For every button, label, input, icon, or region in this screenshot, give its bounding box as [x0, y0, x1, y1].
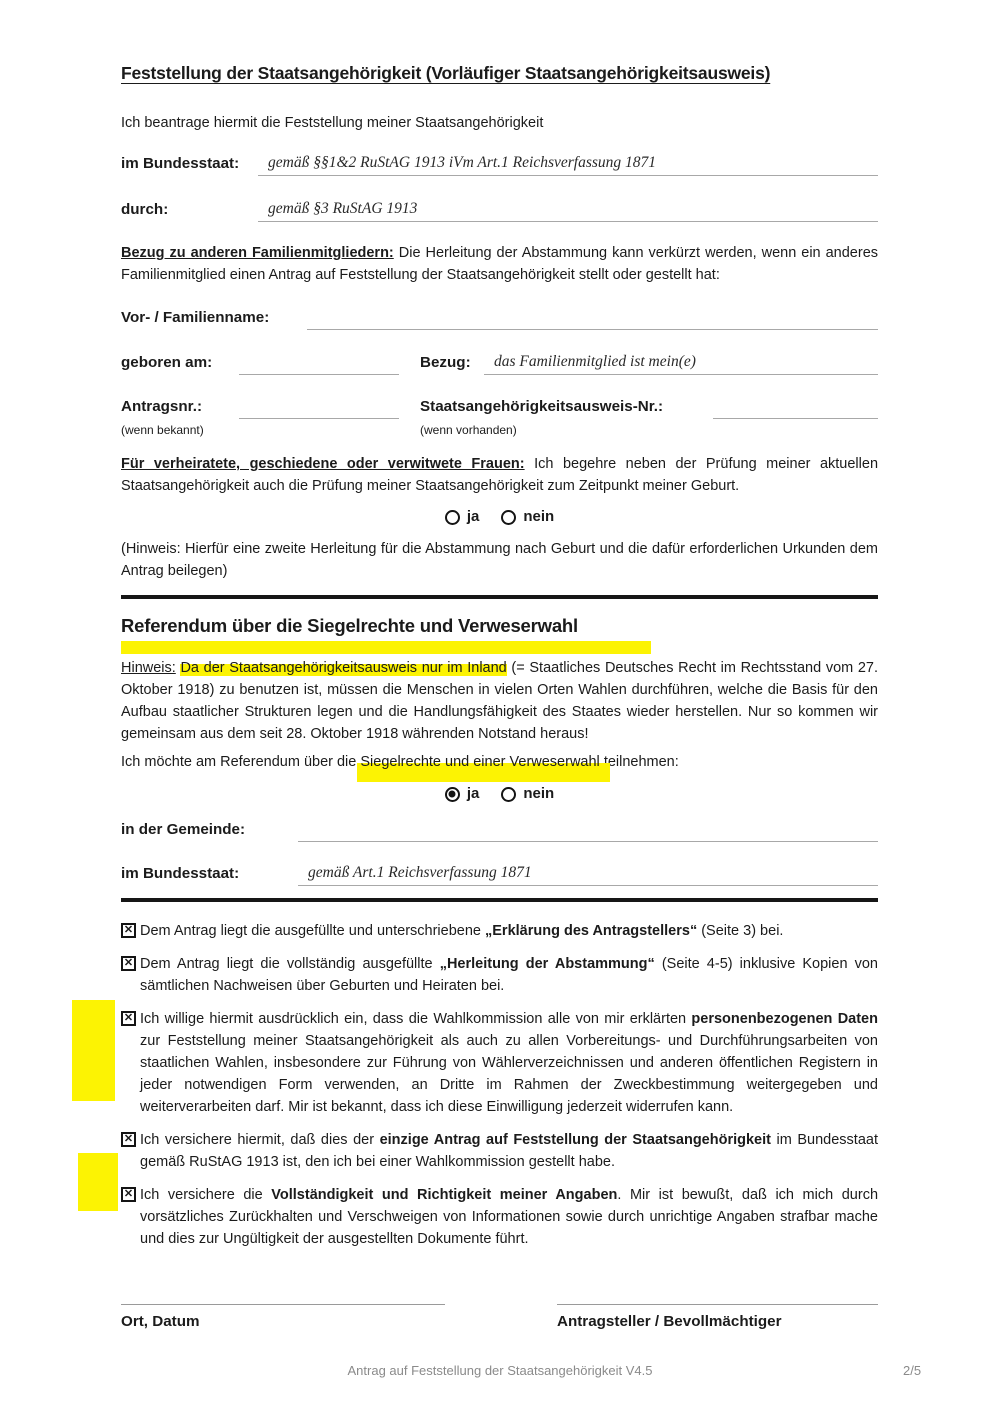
- participate-post: teilnehmen:: [603, 754, 679, 770]
- radio-unchecked-icon[interactable]: [501, 510, 516, 525]
- referendum-note-highlight: Da der Staatsangehörigkeitsausweis nur im Inland: [180, 660, 507, 676]
- ja-label: ja: [466, 508, 480, 525]
- participate-line: [121, 751, 878, 773]
- item-text: Dem Antrag liegt die ausgefüllte und unterschriebene: [140, 923, 485, 939]
- referendum-note-rest: (= Staatliches Deutsches Recht im Rechtsstand vom 27. Oktober 1918) zu benutzen ist, müssen die Menschen in vielen Orten Wahlen durchführen, welche die Basis für den Aufbau staatlicher Strukturen legen und die Handlungsfähigkeit des Staates wieder herstellen. Nur so kommen wir gemeinsam aus dem seit 28. Oktober 1918 währenden Notstand heraus!: [121, 660, 879, 742]
- antragsnr-field[interactable]: [239, 395, 399, 419]
- application-intro: Ich beantrage hiermit die Feststellung meiner Staatsangehörigkeit: [121, 115, 544, 131]
- antragsteller-label: Antragsteller / Bevollmächtiger: [557, 1313, 782, 1330]
- radio-checked-icon[interactable]: [445, 787, 460, 802]
- item-text: Ich versichere die: [140, 1187, 272, 1203]
- checklist-item: [121, 953, 878, 997]
- referendum-bundesstaat-label: im Bundesstaat:: [121, 865, 240, 882]
- ausweisnr-hint: (wenn vorhanden): [420, 423, 517, 437]
- durch-label: durch:: [121, 201, 169, 218]
- item-text: . Mir ist bewußt, daß ich mich durch vorsätzliches Zurückhalten und Verschweigen von Informationen sowie durch unrichtige Angaben strafbar mache und dies zur Ungültigkeit der ausgestellten Dokumente führt.: [140, 1187, 879, 1247]
- bezug-value: das Familienmitglied ist mein(e): [494, 353, 696, 370]
- born-field[interactable]: [239, 351, 399, 375]
- birth-check-nein-option[interactable]: [501, 506, 554, 528]
- family-reference-text: Die Herleitung der Abstammung kann verkürzt werden, wenn ein anderes Familienmitglied einen Antrag auf Feststellung der Staatsangehörigkeit stellt oder gestellt hat:: [121, 245, 879, 283]
- checklist-item: [121, 920, 878, 942]
- ausweisnr-field[interactable]: [713, 395, 878, 419]
- women-section-text: Ich begehre neben der Prüfung meiner aktuellen Staatsangehörigkeit auch die Prüfung meiner Staatsangehörigkeit zum Zeitpunkt meiner Geburt.: [121, 456, 879, 494]
- name-label: Vor- / Familienname:: [121, 309, 270, 326]
- section-divider: [121, 898, 878, 902]
- birth-check-radio-group: [121, 506, 878, 528]
- family-reference-note: [121, 242, 878, 286]
- born-label: geboren am:: [121, 354, 213, 371]
- checklist-item: [121, 1008, 878, 1118]
- ja-label: ja: [466, 785, 480, 802]
- bezug-field[interactable]: [484, 351, 878, 375]
- margin-highlight: [78, 1153, 118, 1211]
- signature-right: [557, 1304, 878, 1333]
- referendum-bundesstaat-value: gemäß Art.1 Reichsverfassung 1871: [308, 864, 532, 881]
- radio-unchecked-icon[interactable]: [445, 510, 460, 525]
- bundesstaat-value: gemäß §§1&2 RuStAG 1913 iVm Art.1 Reichsverfassung 1871: [268, 154, 657, 171]
- checklist-item: [121, 1129, 878, 1173]
- referendum-bundesstaat-row: [121, 860, 878, 886]
- birth-check-ja-option[interactable]: [445, 506, 480, 528]
- antragsnr-label: Antragsnr.:: [121, 398, 203, 415]
- ort-datum-label: Ort, Datum: [121, 1313, 200, 1330]
- item-text: (Seite 4-5) inklusive Kopien von sämtlichen Nachweisen über Geburten und Heiraten bei.: [140, 956, 878, 994]
- women-section-lead: Für verheiratete, geschiedene oder verwitwete Frauen:: [121, 456, 525, 472]
- referendum-radio-group: [121, 783, 878, 805]
- gemeinde-field[interactable]: [298, 818, 878, 842]
- checked-checkbox-icon[interactable]: ✕: [121, 923, 136, 938]
- signature-left: [121, 1304, 445, 1333]
- checked-checkbox-icon[interactable]: ✕: [121, 1187, 136, 1202]
- page-title: Feststellung der Staatsangehörigkeit (Vorläufiger Staatsangehörigkeitsausweis): [121, 63, 771, 83]
- referendum-nein-option[interactable]: [501, 783, 554, 805]
- footer-document-title: Antrag auf Feststellung der Staatsangehörigkeit V4.5: [347, 1363, 653, 1378]
- item-text-bold: „Herleitung der Abstammung“: [439, 956, 655, 972]
- signature-line[interactable]: [557, 1304, 878, 1305]
- item-text: im Bundesstaat gemäß RuStAG 1913 ist, den ich bei einer Wahlkommission gestellt habe.: [140, 1132, 878, 1170]
- referendum-bundesstaat-field[interactable]: [298, 862, 878, 886]
- field-hints: [121, 422, 878, 438]
- radio-unchecked-icon[interactable]: [501, 787, 516, 802]
- item-text: (Seite 3) bei.: [697, 923, 784, 939]
- participate-highlight: Siegelrechte und einer Verweserwahl: [360, 754, 600, 770]
- women-section-hint: (Hinweis: Hierfür eine zweite Herleitung für die Abstammung nach Geburt und die dafür erforderlichen Urkunden dem Antrag beilegen): [121, 541, 878, 579]
- born-bezug-row: [121, 349, 878, 375]
- bundesstaat-label: im Bundesstaat:: [121, 155, 240, 172]
- checked-checkbox-icon[interactable]: ✕: [121, 1132, 136, 1147]
- heading-highlight: [121, 641, 651, 654]
- women-section-note: [121, 453, 878, 497]
- bezug-label: Bezug:: [420, 354, 471, 371]
- page-number: 2/5: [903, 1363, 922, 1378]
- referendum-ja-option[interactable]: [445, 783, 480, 805]
- bundesstaat-row: [121, 150, 878, 176]
- bundesstaat-field[interactable]: [258, 152, 878, 176]
- name-field[interactable]: [307, 306, 878, 330]
- participate-pre: Ich möchte am Referendum über die: [121, 754, 357, 770]
- ausweisnr-label: Staatsangehörigkeitsausweis-Nr.:: [420, 398, 664, 415]
- item-text-bold: Vollständigkeit und Richtigkeit meiner Angaben: [271, 1187, 618, 1203]
- item-text: zur Feststellung meiner Staatsangehörigkeit als auch zu allen Vorbereitungs- und Durchführungsarbeiten von staatlichen Wahlen, insbesondere zur Führung von Wählerverzeichnissen und anderen öffentlichen Registern in jeder notwendigen Form verwenden, an Dritte im Rahmen der Zweckbestimmung weitergegeben und weiterverarbeiten darf. Mir ist bekannt, dass ich diese Einwilligung jederzeit widerrufen kann.: [140, 1033, 878, 1115]
- nein-label: nein: [523, 508, 555, 525]
- checked-checkbox-icon[interactable]: ✕: [121, 956, 136, 971]
- section-divider: [121, 595, 878, 599]
- family-reference-lead: Bezug zu anderen Familienmitgliedern:: [121, 245, 394, 261]
- checklist-item: [121, 1184, 878, 1250]
- durch-row: [121, 196, 878, 222]
- item-text-bold: „Erklärung des Antragstellers“: [485, 923, 698, 939]
- item-text-bold: personenbezogenen Daten: [691, 1011, 878, 1027]
- checked-checkbox-icon[interactable]: ✕: [121, 1011, 136, 1026]
- name-row: [121, 304, 878, 330]
- declaration-checklist: [121, 920, 878, 1261]
- item-text-bold: einzige Antrag auf Feststellung der Staatsangehörigkeit: [379, 1132, 771, 1148]
- antragsnr-hint: (wenn bekannt): [121, 423, 204, 437]
- item-text: Ich willige hiermit ausdrücklich ein, dass die Wahlkommission alle von mir erklärten: [140, 1011, 692, 1027]
- referendum-note-lead: Hinweis:: [121, 660, 176, 676]
- item-text: Dem Antrag liegt die vollständig ausgefüllte: [140, 956, 440, 972]
- durch-value: gemäß §3 RuStAG 1913: [268, 200, 418, 217]
- referendum-heading: Referendum über die Siegelrechte und Verweserwahl: [121, 615, 578, 636]
- margin-highlight: [72, 1000, 115, 1101]
- item-text: Ich versichere hiermit, daß dies der: [140, 1132, 380, 1148]
- antragsnr-row: [121, 393, 878, 419]
- gemeinde-row: [121, 816, 878, 842]
- referendum-note: [121, 657, 878, 745]
- durch-field[interactable]: [258, 198, 878, 222]
- nein-label: nein: [523, 785, 555, 802]
- signature-line[interactable]: [121, 1304, 445, 1305]
- gemeinde-label: in der Gemeinde:: [121, 821, 246, 838]
